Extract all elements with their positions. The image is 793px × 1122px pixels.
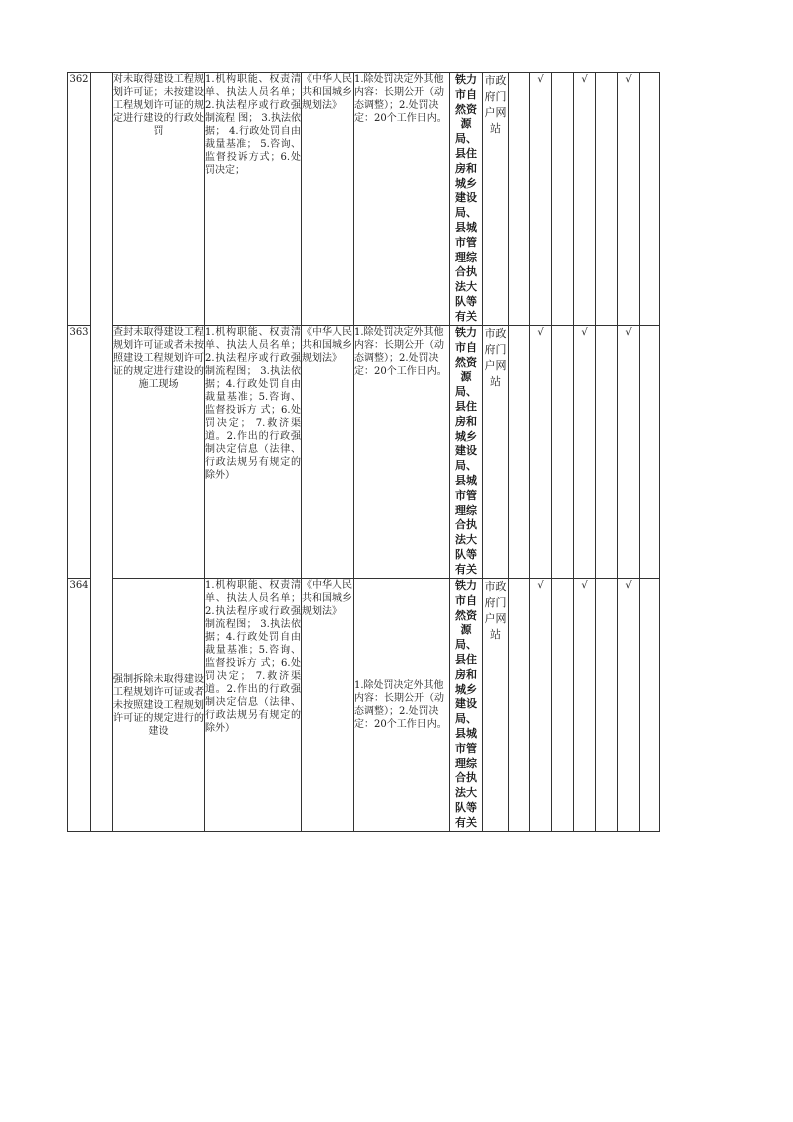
disclosure-subject-cell: [450, 579, 483, 832]
mark-cell: [552, 579, 574, 832]
disclosure-channel: 市政府门户网站: [484, 580, 507, 641]
item-name-cell: [113, 73, 205, 326]
mark-cell: [552, 326, 574, 579]
legal-basis: 《中华人民共和国城乡规划法》: [302, 326, 354, 579]
row-number: 362: [68, 73, 91, 326]
category-cell: [91, 73, 113, 832]
mark-cell: [596, 326, 618, 579]
disclosure-time: 1.除处罚决定外其他内容：长期公开（动态调整）；2.处罚决 定：20个工作日内。: [354, 579, 450, 832]
disclosure-channel-cell: [483, 579, 509, 832]
disclosure-content: 1.机构职能、权责清单、执法人员名单； 2.执法程序或行政强制流程 图； 3.执法依 据； 4.行政处罚自由裁量基准； 5.咨询、监督投诉方式；6.处罚决定；: [205, 73, 302, 326]
table-row: [68, 579, 660, 832]
table-row: [68, 326, 660, 579]
check-mark: √: [574, 326, 596, 579]
mark-cell: [640, 579, 660, 832]
mark-cell: [596, 579, 618, 832]
item-name-cell: [113, 326, 205, 579]
mark-cell: [509, 579, 530, 832]
disclosure-channel-cell: [483, 73, 509, 326]
item-name: 对未取得建设工程规划许可证；未按建设工程规划许可证的规定进行建设的行政处罚: [113, 74, 204, 137]
check-mark: √: [618, 73, 640, 326]
mark-cell: [509, 326, 530, 579]
disclosure-subject: 铁力市自然资源局、县住房和城乡建设局、县城市管理综合执法大队等有关: [455, 579, 477, 829]
mark-cell: [640, 73, 660, 326]
check-mark: √: [530, 579, 552, 832]
check-mark: √: [530, 326, 552, 579]
check-mark: √: [530, 73, 552, 326]
disclosure-content: 1.机构职能、权责清单、执法人员名单；2.执法程序或行政强制流程图； 3.执法依据；4.行政处罚自由裁量基准；5.咨询、监督投诉方 式；6.处罚决定； 7.救济渠道。2.作出的行政强制决定信息（法律、行政法规另有规定的除外）: [205, 326, 302, 579]
item-name: 查封未取得建设工程规划许可证或者未按照建设工程规划许可证的规定进行建设的施工现场: [113, 327, 204, 390]
row-number: 363: [68, 326, 91, 579]
legal-basis: 《中华人民共和国城乡规划法》: [302, 73, 354, 326]
disclosure-subject: 铁力市自然资源局、县住房和城乡建设局、县城市管理综合执法大队等有关: [455, 73, 477, 323]
disclosure-time: 1.除处罚决定外其他内容：长期公开（动态调整）；2.处罚决 定：20个工作日内。: [354, 73, 450, 326]
mark-cell: [552, 73, 574, 326]
check-mark: √: [618, 579, 640, 832]
item-name-cell: [113, 579, 205, 832]
disclosure-subject: 铁力市自然资源局、县住房和城乡建设局、县城市管理综合执法大队等有关: [455, 326, 477, 576]
mark-cell: [640, 326, 660, 579]
table-row: [68, 73, 660, 326]
disclosure-time: 1.除处罚决定外其他内容：长期公开（动态调整）；2.处罚决 定：20个工作日内。: [354, 326, 450, 579]
mark-cell: [596, 73, 618, 326]
disclosure-subject-cell: [450, 73, 483, 326]
check-mark: √: [618, 326, 640, 579]
disclosure-subject-cell: [450, 326, 483, 579]
disclosure-content: 1.机构职能、权责清单、执法人员名单；2.执法程序或行政强制流程图； 3.执法依据；4.行政处罚自由裁量基准；5.咨询、监督投诉方 式；6.处罚决定； 7.救济渠道。2.作出的行政强制决定信息（法律、行政法规另有规定的除外）: [205, 579, 302, 832]
check-mark: √: [574, 73, 596, 326]
check-mark: √: [574, 579, 596, 832]
mark-cell: [509, 73, 530, 326]
disclosure-channel: 市政府门户网站: [484, 74, 507, 135]
row-number: 364: [68, 579, 91, 832]
legal-basis: 《中华人民共和国城乡规划法》: [302, 579, 354, 832]
disclosure-table: [67, 72, 660, 832]
disclosure-channel: 市政府门户网站: [484, 327, 507, 388]
disclosure-channel-cell: [483, 326, 509, 579]
item-name: 强制拆除未取得建设工程规划许可证或者未按照建设工程规划许可证的规定进行的建设: [113, 673, 204, 737]
